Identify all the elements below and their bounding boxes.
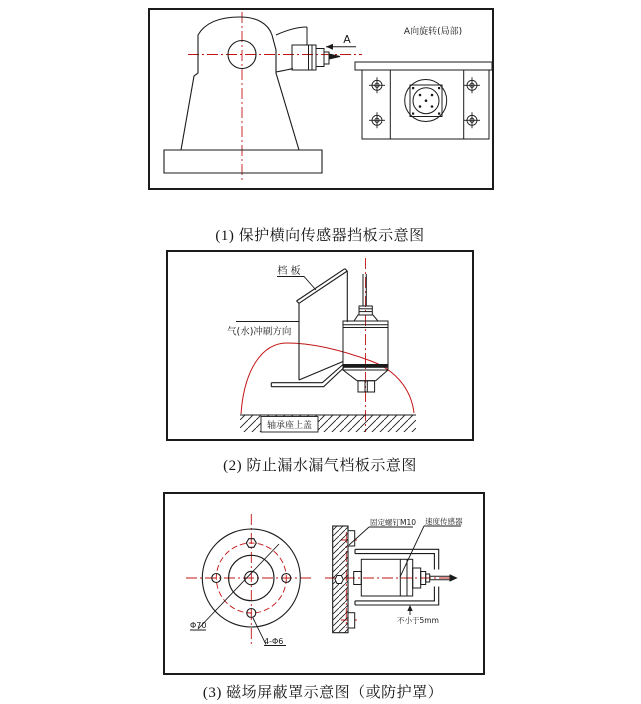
sensor-assembly [276, 27, 340, 72]
figure3-frame [163, 492, 485, 675]
gap-label: 不小于5mm [397, 616, 439, 625]
screw-label: 固定螺钉M10 [370, 518, 417, 527]
bearing-cover-hatch [240, 415, 416, 432]
holes-label-group [253, 618, 286, 646]
view-a-arrow [326, 33, 356, 50]
centerlines [188, 12, 362, 182]
baffle-label: 档 板 [277, 266, 301, 277]
view-a-letter: A [343, 33, 351, 46]
figure2-caption: (2) 防止漏水漏气档板示意图 [223, 458, 417, 474]
shield-cover-drawing [165, 494, 483, 673]
baffle-label-group [277, 264, 316, 290]
figure2-frame [166, 250, 474, 441]
local-view-title: A向旋转(局部) [403, 27, 463, 37]
figure1-frame [148, 8, 494, 190]
bearing-pedestal-outline [164, 17, 322, 173]
flush-direction-label-group [227, 322, 299, 338]
holes-label: 4-Φ6 [264, 637, 284, 646]
local-view-a [355, 25, 492, 139]
fixing-screw-head [335, 576, 343, 584]
figure1-caption: (1) 保护横向传感器挡板示意图 [215, 228, 425, 244]
bearing-cover-label: 轴承座上盖 [266, 421, 313, 431]
sensor-label: 速度传感器 [425, 517, 463, 526]
baffle-drawing [168, 252, 472, 439]
flush-direction-label: 气(水)冲刷方向 [227, 326, 292, 338]
pedestal-sensor-drawing [150, 10, 492, 188]
gap-label-group [397, 605, 439, 625]
diameter-label: Φ70 [190, 621, 207, 630]
screw-label-group [349, 517, 416, 545]
figure3-caption: (3) 磁场屏蔽罩示意图（或防护罩） [202, 685, 444, 701]
flange-dots [412, 87, 440, 115]
